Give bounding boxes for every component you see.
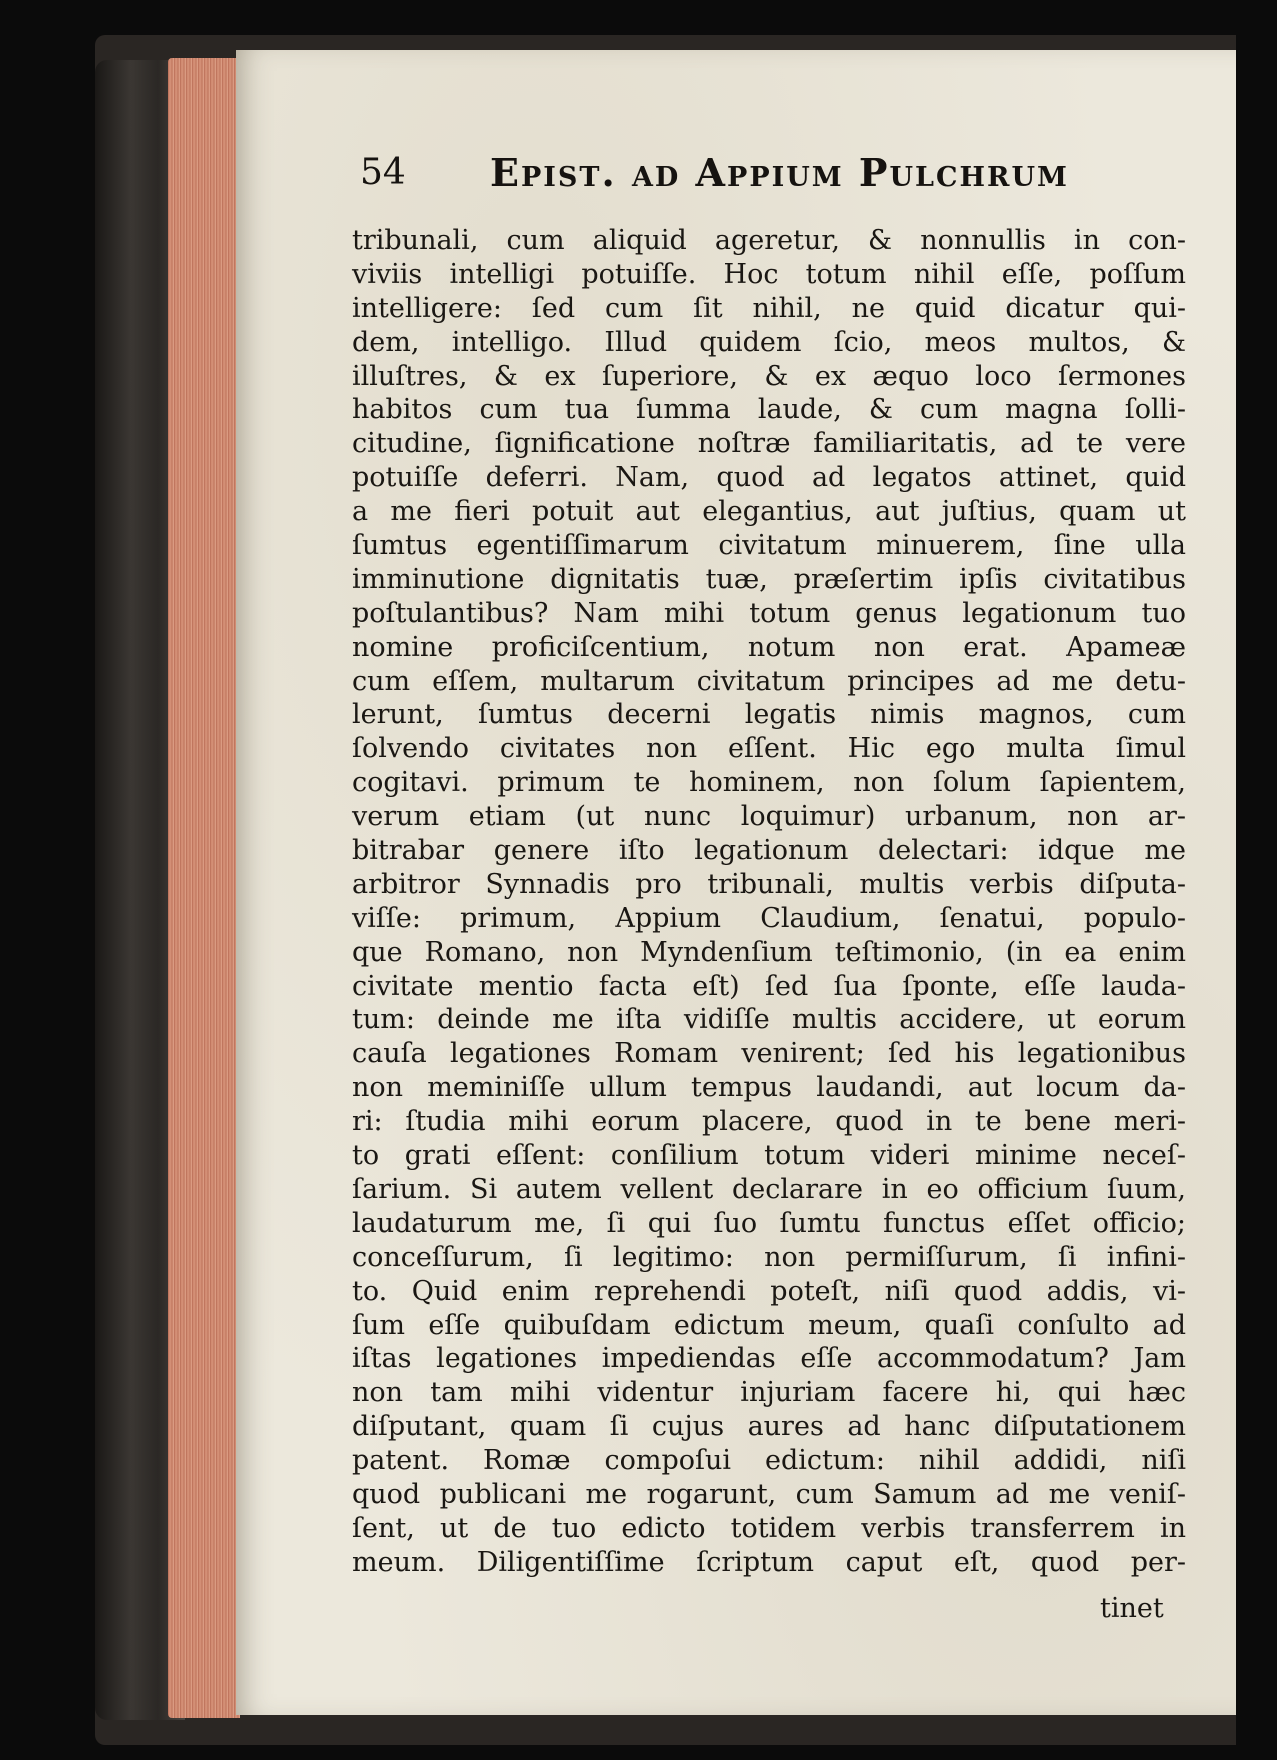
text-line: viſſe: primum, Appium Claudium, ſenatui, populo- <box>352 902 1186 934</box>
page-header <box>360 148 1120 198</box>
text-line: cogitavi. primum te hominem, non ſolum ſapientem, <box>352 767 1186 799</box>
text-line: nomine proficiſcentium, notum non erat. Apameæ <box>352 631 1186 663</box>
text-line: dem, intelligo. Illud quidem ſcio, meos multos, & <box>352 326 1186 358</box>
text-line: imminutione dignitatis tuæ, præſertim ipſis civitatibus <box>352 563 1186 595</box>
text-line: viviis intelligi potuiſſe. Hoc totum nihil eſſe, poſſum <box>352 258 1186 290</box>
text-line: non tam mihi videntur injuriam facere hi, qui hæc <box>352 1377 1186 1409</box>
text-line: intelligere: ſed cum ſit nihil, ne quid dicatur qui- <box>352 292 1186 324</box>
running-head: Epist. ad Appium Pulchrum <box>490 150 1069 195</box>
text-line: potuiſſe deferri. Nam, quod ad legatos attinet, quid <box>352 462 1186 494</box>
text-line: diſputant, quam ſi cujus aures ad hanc diſputationem <box>352 1411 1186 1443</box>
text-line: citudine, ſignificatione noſtræ familiaritatis, ad te vere <box>352 428 1186 460</box>
text-line: to grati eſſent: conſilium totum videri minime neceſ- <box>352 1140 1186 1172</box>
text-line: to. Quid enim reprehendi poteſt, niſi quod addis, vi- <box>352 1275 1186 1307</box>
text-line: ſarium. Si autem vellent declarare in eo officium ſuum, <box>352 1173 1186 1205</box>
text-line: cauſa legationes Romam venirent; ſed his legationibus <box>352 1038 1186 1070</box>
text-line: ſumtus egentiſſimarum civitatum minuerem, ſine ulla <box>352 530 1186 562</box>
text-line: arbitror Synnadis pro tribunali, multis verbis diſputa- <box>352 868 1186 900</box>
page-number: 54 <box>360 152 406 193</box>
text-line: que Romano, non Myndenſium teſtimonio, (in ea enim <box>352 936 1186 968</box>
text-line: lerunt, ſumtus decerni legatis nimis magnos, cum <box>352 699 1186 731</box>
text-line: tum: deinde me iſta vidiſſe multis accidere, ut eorum <box>352 1004 1186 1036</box>
text-line: meum. Diligentiſſime ſcriptum caput eſt, quod per- <box>352 1546 1186 1578</box>
text-line: a me fieri potuit aut elegantius, aut juſtius, quam ut <box>352 496 1186 528</box>
text-line: verum etiam (ut nunc loquimur) urbanum, non ar- <box>352 801 1186 833</box>
text-line: ri: ſtudia mihi eorum placere, quod in te bene meri- <box>352 1106 1186 1138</box>
catchword: tinet <box>1100 1593 1164 1624</box>
text-line: ſent, ut de tuo edicto totidem verbis transferrem in <box>352 1512 1186 1544</box>
text-line: tribunali, cum aliquid ageretur, & nonnullis in con- <box>352 225 1186 256</box>
text-line: cum eſſem, multarum civitatum principes ad me detu- <box>352 665 1186 697</box>
text-line: iſtas legationes impediendas eſſe accommodatum? Jam <box>352 1343 1186 1375</box>
text-line: non meminiſſe ullum tempus laudandi, aut locum da- <box>352 1072 1186 1104</box>
text-line: laudaturum me, ſi qui ſuo ſumtu functus eſſet officio; <box>352 1207 1186 1239</box>
page-edges <box>168 58 240 1718</box>
text-line: ſolvendo civitates non eſſent. Hic ego multa ſimul <box>352 733 1186 765</box>
background-edge <box>1236 0 1277 1760</box>
text-line: bitrabar genere iſto legationum delectari: idque me <box>352 835 1186 867</box>
body-text <box>352 224 1186 1580</box>
text-line: quod publicani me rogarunt, cum Samum ad me veniſ- <box>352 1478 1186 1510</box>
text-line: conceſſurum, ſi legitimo: non permiſſurum, ſi infini- <box>352 1241 1186 1273</box>
text-line: poſtulantibus? Nam mihi totum genus legationum tuo <box>352 597 1186 629</box>
text-line: illuſtres, & ex ſuperiore, & ex æquo loco ſermones <box>352 360 1186 392</box>
text-line: civitate mentio facta eſt) ſed ſua ſponte, eſſe lauda- <box>352 970 1186 1002</box>
text-line: patent. Romæ compoſui edictum: nihil addidi, niſi <box>352 1445 1186 1477</box>
text-line: ſum eſſe quibuſdam edictum meum, quaſi conſulto ad <box>352 1309 1186 1341</box>
text-line: habitos cum tua ſumma laude, & cum magna ſolli- <box>352 394 1186 426</box>
